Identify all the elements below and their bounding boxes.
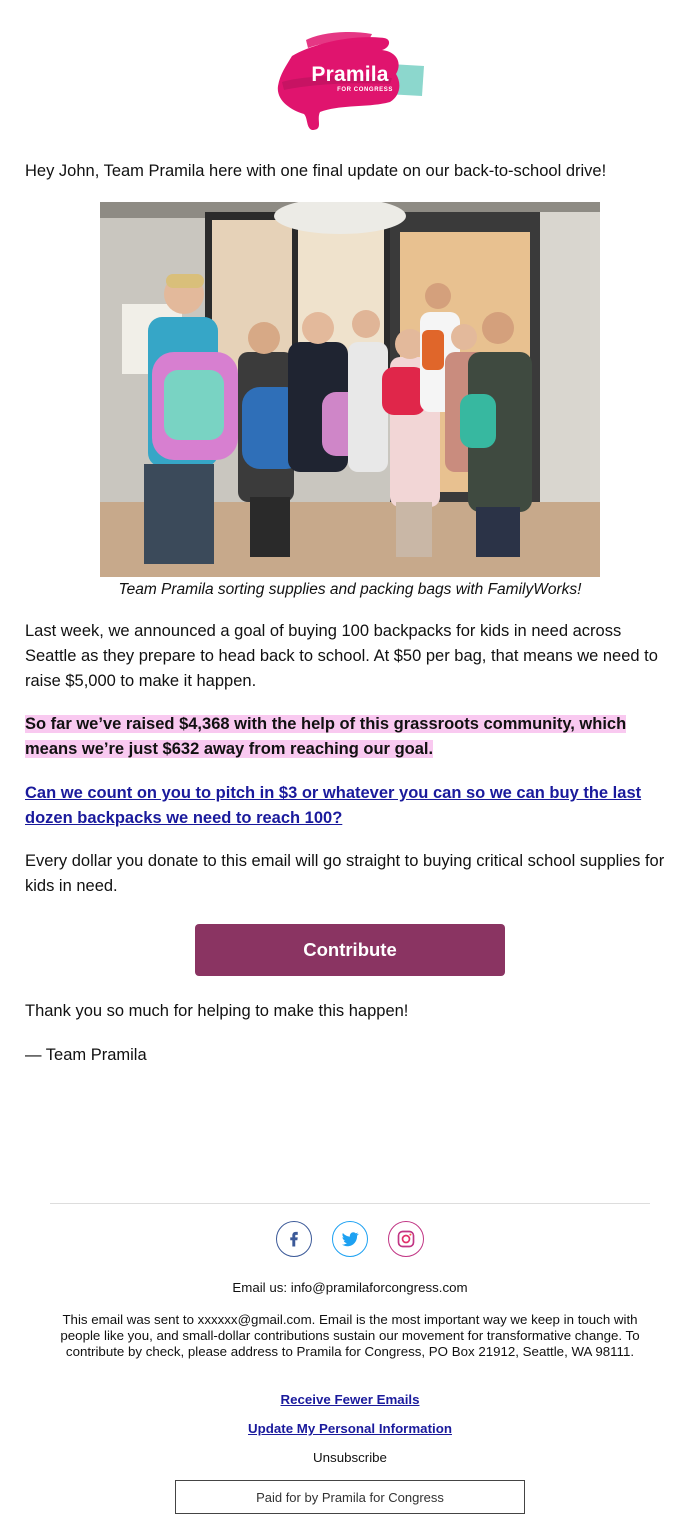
signoff-text: — Team Pramila — [25, 1046, 147, 1064]
update-info-link — [50, 1421, 650, 1437]
receive-fewer-emails[interactable]: Receive Fewer Emails — [280, 1392, 420, 1407]
photo-caption: Team Pramila sorting supplies and packing bags with FamilyWorks! — [118, 581, 582, 598]
logo-wordmark: Pramila — [311, 63, 389, 86]
paid-for-disclaimer: Paid for by Pramila for Congress — [175, 1480, 525, 1514]
update-personal-info[interactable]: Update My Personal Information — [248, 1421, 452, 1436]
progress-highlight — [25, 712, 673, 762]
instagram-icon — [396, 1229, 416, 1249]
team-photo — [100, 202, 600, 577]
contribute-button[interactable]: Contribute — [195, 924, 505, 976]
twitter-icon — [340, 1229, 360, 1249]
sent-to-notice: This email was sent to xxxxxx@gmail.com. Email is the most important way we keep in touch with people like you, and small-dollar contributions sustain our movement for transformative change. To contribute by check, please address to Pramila for Congress, PO Box 21912, Seattle, WA 98111. — [60, 1312, 640, 1359]
unsubscribe-link[interactable]: Unsubscribe — [313, 1450, 387, 1465]
pramila-logo — [272, 30, 428, 132]
ask-link[interactable]: Can we count on you to pitch in $3 or whatever you can so we can buy the last dozen backpacks we need to reach 100? — [25, 784, 642, 827]
facebook-icon — [284, 1229, 304, 1249]
team-photo-illustration — [100, 202, 600, 577]
donate-note: Every dollar you donate to this email will go straight to buying critical school supplies for kids in need. — [25, 852, 665, 895]
thanks-text: Thank you so much for helping to make this happen! — [25, 1002, 409, 1020]
greeting: Hey John, Team Pramila here with one final update on our back-to-school drive! — [25, 162, 607, 180]
ask-paragraph — [25, 781, 673, 831]
receive-fewer-emails-link — [50, 1392, 650, 1408]
email-us: Email us: info@pramilaforcongress.com — [232, 1280, 468, 1295]
footer-divider — [50, 1203, 650, 1204]
logo-subtitle: FOR CONGRESS — [337, 87, 393, 93]
intro-paragraph: Last week, we announced a goal of buying 100 backpacks for kids in need across Seattle as they prepare to head back to school. At $50 per bag, that means we need to raise $5,000 to make it happen. — [25, 622, 658, 690]
instagram-link[interactable] — [388, 1221, 424, 1257]
facebook-link[interactable] — [276, 1221, 312, 1257]
progress-highlight-text: So far we’ve raised $4,368 with the help of this grassroots community, which means we’re just $632 away from reaching our goal. — [25, 715, 627, 758]
twitter-link[interactable] — [332, 1221, 368, 1257]
